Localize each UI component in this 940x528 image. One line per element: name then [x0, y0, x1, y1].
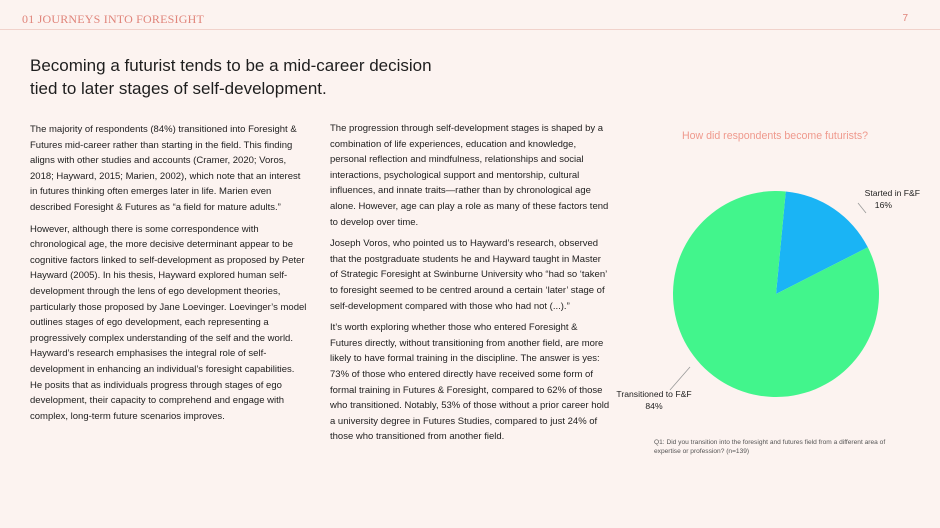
- paragraph: Joseph Voros, who pointed us to Hayward’s research, observed that the postgraduate students he and Hayward taught in Master of Strategic Foresight at Swinburne University who “had so ‘taken’ to foresight seemed to be centred around a certain ‘later’ stage of self-development compared with those who had not (...).”: [330, 238, 607, 312]
- leader-line-transitioned: [670, 367, 690, 390]
- slice-label-name: Started in F&F: [864, 188, 920, 198]
- slice-label-started: [820, 187, 920, 211]
- chart-footnote: Q1: Did you transition into the foresight and futures field from a different area of expertise or profession? (n=139): [654, 439, 886, 455]
- page-title: Becoming a futurist tends to be a mid-career decision tied to later stages of self-development.: [30, 56, 432, 98]
- slice-label-name: Transitioned to F&F: [616, 389, 692, 399]
- paragraph: The progression through self-development stages is shaped by a combination of life experiences, education and knowledge, personal reflection and mindfulness, relationships and social interactions, psychological support and mentorship, cultural influences, and innate traits—rather than by chronological age alone. However, age can play a role as many of these factors tend to develop over time.: [330, 123, 609, 228]
- slice-label-value: 84%: [645, 401, 663, 411]
- slice-label-value: 16%: [874, 200, 892, 210]
- paragraph: It’s worth exploring whether those who entered Foresight & Futures directly, without transitioning from another field, are more likely to have formal training in the discipline. The answer is yes: 73% of those who entered directly have received some form of formal training in Futures & Foresight, compared to 62% of those who transitioned. Notably, 53% of those without a prior career hold a university degree in Futures Studies, compared to just 24% of those who transitioned from another field.: [330, 322, 610, 443]
- page-number: 7: [902, 13, 908, 24]
- slice-label-transitioned: [604, 388, 704, 412]
- paragraph: The majority of respondents (84%) transitioned into Foresight & Futures mid-career rather than starting in the field. This finding aligns with other studies and accounts (Cramer, 2020; Voros, 2018; Hayward, 2015; Marien, 2002), which note that an interest in futures thinking often emerges later in life. Marien even described Foresight & Futures as “a field for mature adults.”: [30, 124, 301, 213]
- section-header: 01 JOURNEYS INTO FORESIGHT: [22, 12, 204, 26]
- chart-title: How did respondents become futurists?: [681, 130, 869, 142]
- paragraph: However, although there is some correspondence with chronological age, the more decisive determinant appear to be cognitive factors linked to self-development as proposed by Peter Hayward (2005). In his thesis, Hayward explored human self-development through the lens of ego development theories, particularly those proposed by Jane Loevinger. Loevinger’s model outlines stages of ego development, each representing a progressively complex understanding of the self and the world. Hayward’s research emphasises the integral role of self-development in enhancing an individual’s foresight capabilities. He posits that as individuals progress through stages of ego development, their capacity to comprehend and engage with complex, long-term future scenarios improves.: [30, 223, 307, 422]
